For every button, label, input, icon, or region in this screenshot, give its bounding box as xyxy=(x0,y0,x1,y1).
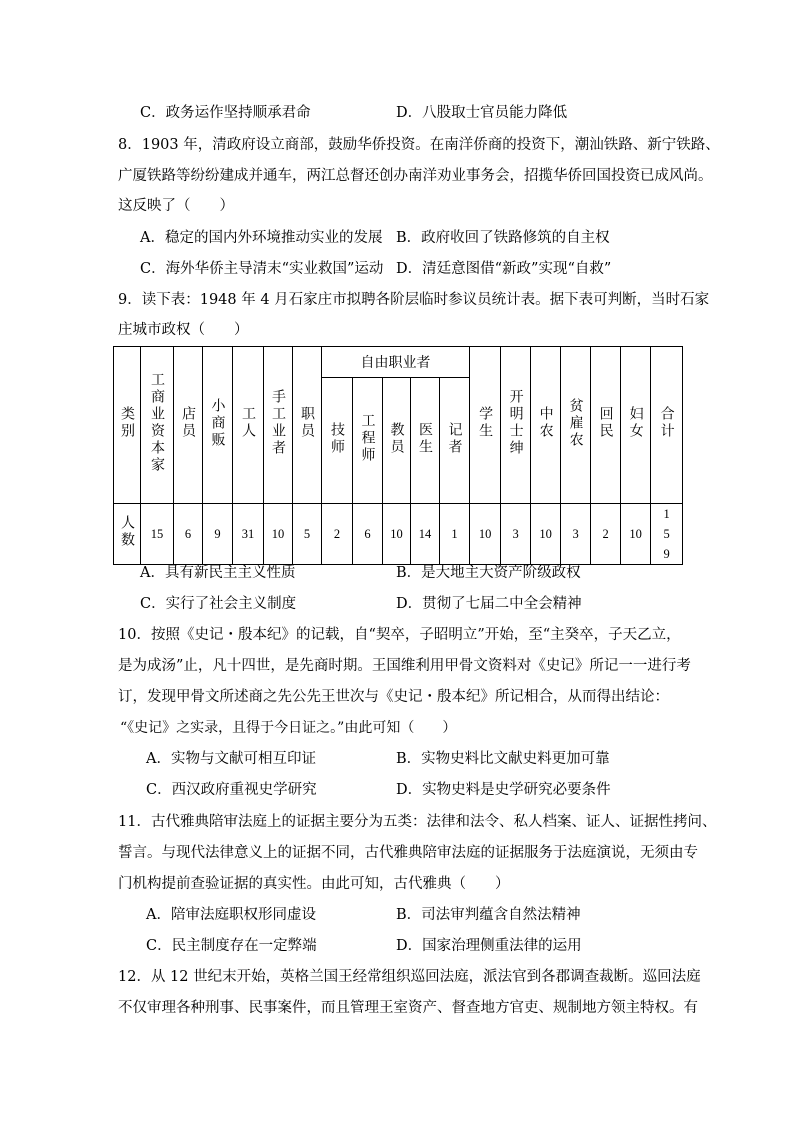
q10-stem-line-2: 是为成汤”止，凡十四世，是先商时期。王国维利用甲骨文资料对《史记》所记一一进行考 xyxy=(118,658,691,674)
q7-option-c: C．政务运作坚持顺承君命 xyxy=(140,105,311,121)
table-cell-count: 3 xyxy=(501,504,531,565)
table-cell-count: 2 xyxy=(591,504,621,565)
table-cell-count: 6 xyxy=(174,504,203,565)
table-header-col-10: 医生 xyxy=(411,378,440,504)
table-cell-count: 9 xyxy=(203,504,233,565)
table-cell-count: 5 xyxy=(293,504,322,565)
table-header-col-17: 妇女 xyxy=(621,347,651,504)
table-cell-count: 14 xyxy=(411,504,440,565)
q10-option-a: A．实物与文献可相互印证 xyxy=(146,751,316,767)
table-cell-count: 3 xyxy=(561,504,591,565)
q9-stem-line-1: 9．读下表：1948 年 4 月石家庄市拟聘各阶层临时参议员统计表。据下表可判断，当时石家 xyxy=(118,292,710,308)
q11-stem-line-3: 门机构提前查验证据的真实性。由此可知，古代雅典（ ） xyxy=(118,876,510,892)
table-cell-count: 10 xyxy=(531,504,561,565)
q9-option-a: A．具有新民主主义性质 xyxy=(140,565,296,581)
q8-stem-line-1: 8．1903 年，清政府设立商部，鼓励华侨投资。在南洋侨商的投资下，潮汕铁路、新宁铁路、 xyxy=(118,137,720,153)
q8-option-a: A．稳定的国内外环境推动实业的发展 xyxy=(140,230,383,246)
table-cell-count: 6 xyxy=(353,504,383,565)
table-cell-count: 31 xyxy=(233,504,264,565)
table-header-col-12: 学生 xyxy=(470,347,501,504)
table-cell-count: 2 xyxy=(322,504,353,565)
table-cell-count: 10 xyxy=(470,504,501,565)
table-header-col-2: 店员 xyxy=(174,347,203,504)
table-row-label-count: 人数 xyxy=(114,504,141,565)
q9-stem-line-2: 庄城市政权（ ） xyxy=(118,322,249,338)
q11-stem-line-2: 誓言。与现代法律意义上的证据不同，古代雅典陪审法庭的证据服务于法庭演说，无须由专 xyxy=(118,845,698,861)
q11-option-b: B．司法审判蕴含自然法精神 xyxy=(396,907,581,923)
table-header-col-9: 教员 xyxy=(383,378,411,504)
table-header-col-18: 合计 xyxy=(651,347,683,504)
q11-option-c: C．民主制度存在一定弊端 xyxy=(146,938,317,954)
q12-stem-line-2: 不仅审理各种刑事、民事案件，而且管理王室资产、督查地方官吏、规制地方领主特权。有 xyxy=(118,1000,698,1016)
q10-option-d: D．实物史料是史学研究必要条件 xyxy=(396,782,611,798)
q11-option-d: D．国家治理侧重法律的运用 xyxy=(396,938,582,954)
table-header-col-15: 贫雇农 xyxy=(561,347,591,504)
table-header-category: 类别 xyxy=(114,347,141,504)
table-header-col-5: 手工业者 xyxy=(264,347,293,504)
q11-option-a: A．陪审法庭职权形同虚设 xyxy=(146,907,316,923)
q8-option-b: B．政府收回了铁路修筑的自主权 xyxy=(396,230,610,246)
table-group-header: 自由职业者 xyxy=(322,347,470,378)
q10-option-b: B．实物史料比文献史料更加可靠 xyxy=(396,751,610,767)
table-cell-count: 15 xyxy=(141,504,174,565)
q8-stem-line-2: 广厦铁路等纷纷建成并通车，两江总督还创办南洋劝业事务会，招揽华侨回国投资已成风尚。 xyxy=(118,168,713,184)
table-header-col-4: 工人 xyxy=(233,347,264,504)
table-header-col-11: 记者 xyxy=(440,378,470,504)
table-header-col-1: 工商业资本家 xyxy=(141,347,174,504)
q9-statistics-table xyxy=(113,346,683,565)
q7-option-d: D．八股取士官员能力降低 xyxy=(396,105,568,121)
table-cell-count: 10 xyxy=(383,504,411,565)
table-cell-total: 159 xyxy=(651,504,683,565)
q10-option-c: C．西汉政府重视史学研究 xyxy=(146,782,317,798)
q9-option-c: C．实行了社会主义制度 xyxy=(140,596,297,612)
q12-stem-line-1: 12．从 12 世纪末开始，英格兰国王经常组织巡回法庭，派法官到各郡调查裁断。巡回法庭 xyxy=(118,969,701,985)
q9-option-b: B．是大地主大资产阶级政权 xyxy=(396,565,581,581)
q8-stem-line-3: 这反映了（ ） xyxy=(118,198,234,214)
table-header-col-13: 开明士绅 xyxy=(501,347,531,504)
q8-option-d: D．清廷意图借“新政”实现“自救” xyxy=(396,261,612,277)
table-cell-count: 10 xyxy=(621,504,651,565)
q11-stem-line-1: 11．古代雅典陪审法庭上的证据主要分为五类：法律和法令、私人档案、证人、证据性拷问、 xyxy=(118,814,717,830)
table-cell-count: 1 xyxy=(440,504,470,565)
table-header-col-3: 小商贩 xyxy=(203,347,233,504)
table-cell-count: 10 xyxy=(264,504,293,565)
q10-stem-line-4: “《史记》之实录，且得于今日证之。”由此可知（ ） xyxy=(120,720,457,736)
table-header-col-6: 职员 xyxy=(293,347,322,504)
table-header-col-7: 技师 xyxy=(322,378,353,504)
table-header-col-14: 中农 xyxy=(531,347,561,504)
q9-option-d: D．贯彻了七届二中全会精神 xyxy=(396,596,582,612)
q10-stem-line-1: 10．按照《史记・殷本纪》的记载，自“契卒，子昭明立”开始，至“主癸卒，子天乙立， xyxy=(118,627,681,643)
table-header-col-8: 工程师 xyxy=(353,378,383,504)
table-header-col-16: 回民 xyxy=(591,347,621,504)
q8-option-c: C．海外华侨主导清末“实业救国”运动 xyxy=(140,261,384,277)
q10-stem-line-3: 订，发现甲骨文所述商之先公先王世次与《史记・殷本纪》所记相合，从而得出结论： xyxy=(118,689,669,705)
